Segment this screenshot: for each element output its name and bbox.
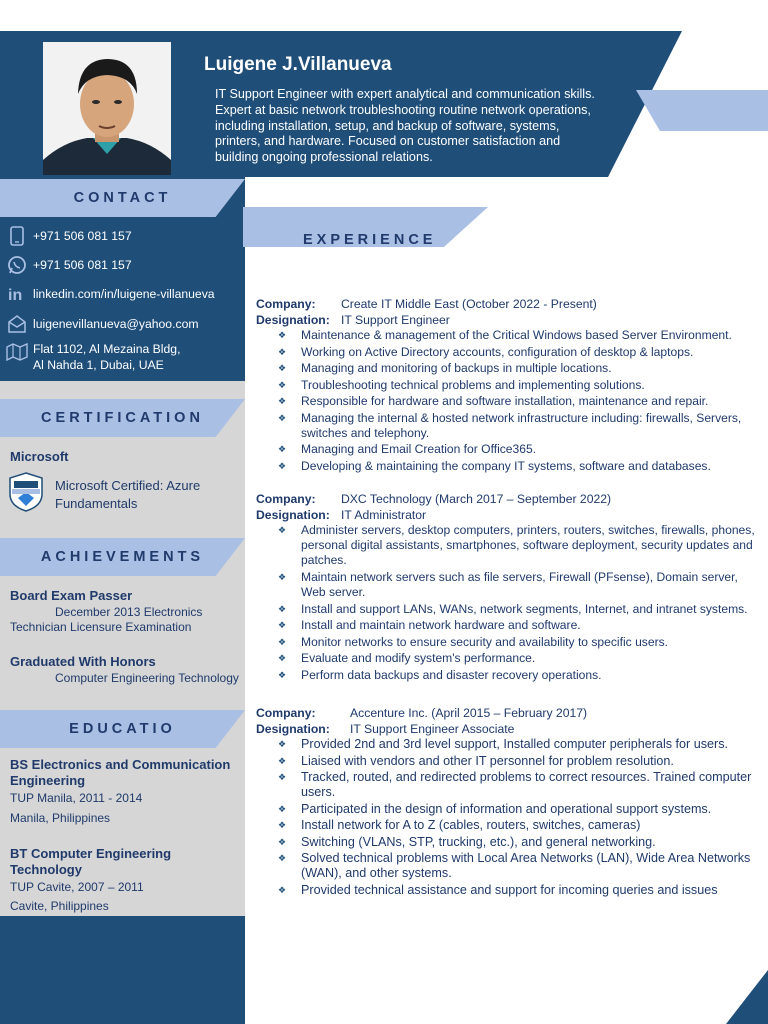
corner-accent: [726, 970, 768, 1024]
job-entry: [256, 705, 756, 899]
education-school: TUP Manila, 2011 - 2014: [10, 791, 143, 805]
contact-linkedin[interactable]: in linkedin.com/in/luigene-villanueva: [6, 283, 215, 305]
company-label: Company:: [256, 297, 316, 311]
list-item: ❖ Switching (VLANs, STP, trucking, etc.), and general networking.: [278, 835, 756, 850]
profile-summary: IT Support Engineer with expert analytical and communication skills. Expert at basic network troubleshooting routine network operations, including installation, setup, and backup of software, systems, printers, and hardware. Focused on customer satisfaction and building ongoing professional relations.: [215, 87, 595, 165]
list-item: ❖ Liaised with vendors and other IT personnel for problem resolution.: [278, 754, 756, 769]
list-item: ❖ Managing and monitoring of backups in multiple locations.: [278, 361, 756, 376]
phone-icon: [6, 225, 28, 247]
designation-label: Designation:: [256, 722, 330, 736]
education-location: Cavite, Philippines: [10, 899, 109, 913]
list-item: ❖ Tracked, routed, and redirected problems to correct resources. Trained computer users.: [278, 770, 756, 800]
contact-email[interactable]: luigenevillanueva@yahoo.com: [6, 313, 199, 335]
profile-photo: [43, 42, 171, 175]
azure-badge-icon: [8, 472, 44, 517]
achievement-detail: Computer Engineering Technology: [55, 671, 239, 685]
svg-text:in: in: [8, 287, 23, 303]
list-item: ❖ Install network for A to Z (cables, routers, switches, cameras): [278, 818, 756, 833]
duty-list: [278, 523, 756, 683]
achievement-title: Board Exam Passer: [10, 588, 133, 603]
list-item: ❖ Provided 2nd and 3rd level support, Installed computer peripherals for users.: [278, 737, 756, 752]
list-item: ❖ Maintenance & management of the Critical Windows based Server Environment.: [278, 328, 756, 343]
cert-name: Microsoft Certified: Azure Fundamentals: [55, 478, 201, 511]
education-degree: BS Electronics and Communication Engineering: [10, 757, 231, 788]
list-item: ❖ Responsible for hardware and software installation, maintenance and repair.: [278, 394, 756, 409]
company-name: DXC Technology (March 2017 – September 2022): [341, 492, 612, 506]
list-item: ❖ Working on Active Directory accounts, configuration of desktop & laptops.: [278, 345, 756, 360]
whatsapp-icon: [6, 254, 28, 276]
list-item: ❖ Managing the internal & hosted network infrastructure including: firewalls, Servers, switches and telephony.: [278, 411, 756, 441]
list-item: ❖ Participated in the design of information and operational support systems.: [278, 802, 756, 817]
list-item: ❖ Install and support LANs, WANs, network segments, Internet, and intranet systems.: [278, 602, 756, 617]
education-school: TUP Cavite, 2007 – 2011: [10, 880, 144, 894]
company-name: Create IT Middle East (October 2022 - Present): [341, 297, 597, 311]
email-icon: [6, 313, 28, 335]
contact-phone[interactable]: +971 506 081 157: [6, 225, 132, 247]
achievement-detail: Technician Licensure Examination: [10, 620, 192, 634]
list-item: ❖ Solved technical problems with Local Area Networks (LAN), Wide Area Networks (WAN), and other systems.: [278, 851, 756, 881]
achievement-title: Graduated With Honors: [10, 654, 156, 669]
cert-issuer: Microsoft: [10, 449, 69, 464]
contact-address: [6, 341, 180, 373]
designation-title: IT Administrator: [341, 508, 427, 522]
list-item: ❖ Administer servers, desktop computers, printers, routers, switches, firewalls, phones, personal digital assistants, smartphones, software deployment, security updates and patches.: [278, 523, 756, 569]
designation-label: Designation:: [256, 313, 330, 327]
map-icon: [6, 341, 28, 363]
sidebar-footer-panel: [0, 916, 245, 1024]
list-item: ❖ Perform data backups and disaster recovery operations.: [278, 668, 756, 683]
candidate-name: Luigene J.Villanueva: [204, 54, 392, 75]
list-item: ❖ Monitor networks to ensure security and availability to specific users.: [278, 635, 756, 650]
company-name: Accenture Inc. (April 2015 – February 2017): [350, 706, 588, 720]
job-entry: [256, 491, 756, 684]
list-item: ❖ Managing and Email Creation for Office365.: [278, 442, 756, 457]
list-item: ❖ Troubleshooting technical problems and implementing solutions.: [278, 378, 756, 393]
contact-whatsapp[interactable]: +971 506 081 157: [6, 254, 132, 276]
linkedin-icon: [6, 283, 28, 305]
company-label: Company:: [256, 706, 316, 720]
designation-label: Designation:: [256, 508, 330, 522]
address-line-1: Flat 1102, Al Mezaina Bldg,: [33, 342, 181, 356]
duty-list: [278, 328, 756, 474]
achievement-detail: December 2013 Electronics: [55, 605, 203, 619]
address-line-2: Al Nahda 1, Dubai, UAE: [33, 358, 164, 372]
company-label: Company:: [256, 492, 316, 506]
designation-title: IT Support Engineer Associate: [350, 722, 515, 736]
duty-list: [278, 737, 756, 898]
list-item: ❖ Install and maintain network hardware and software.: [278, 618, 756, 633]
experience-heading: EXPERIENCE: [243, 207, 488, 247]
list-item: ❖ Evaluate and modify system's performance.: [278, 651, 756, 666]
list-item: ❖ Developing & maintaining the company IT systems, software and databases.: [278, 459, 756, 474]
education-heading: EDUCATIO: [0, 710, 245, 748]
job-entry: [256, 296, 756, 475]
list-item: ❖ Provided technical assistance and support for incoming queries and issues: [278, 883, 756, 898]
contact-heading: CONTACT: [0, 179, 245, 217]
education-degree: BT Computer Engineering Technology: [10, 846, 172, 877]
education-location: Manila, Philippines: [10, 811, 111, 825]
designation-title: IT Support Engineer: [341, 313, 450, 327]
list-item: ❖ Maintain network servers such as file servers, Firewall (PFsense), Domain server, Web server.: [278, 570, 756, 600]
certification-heading: CERTIFICATION: [0, 399, 245, 437]
achievements-heading: ACHIEVEMENTS: [0, 538, 245, 576]
